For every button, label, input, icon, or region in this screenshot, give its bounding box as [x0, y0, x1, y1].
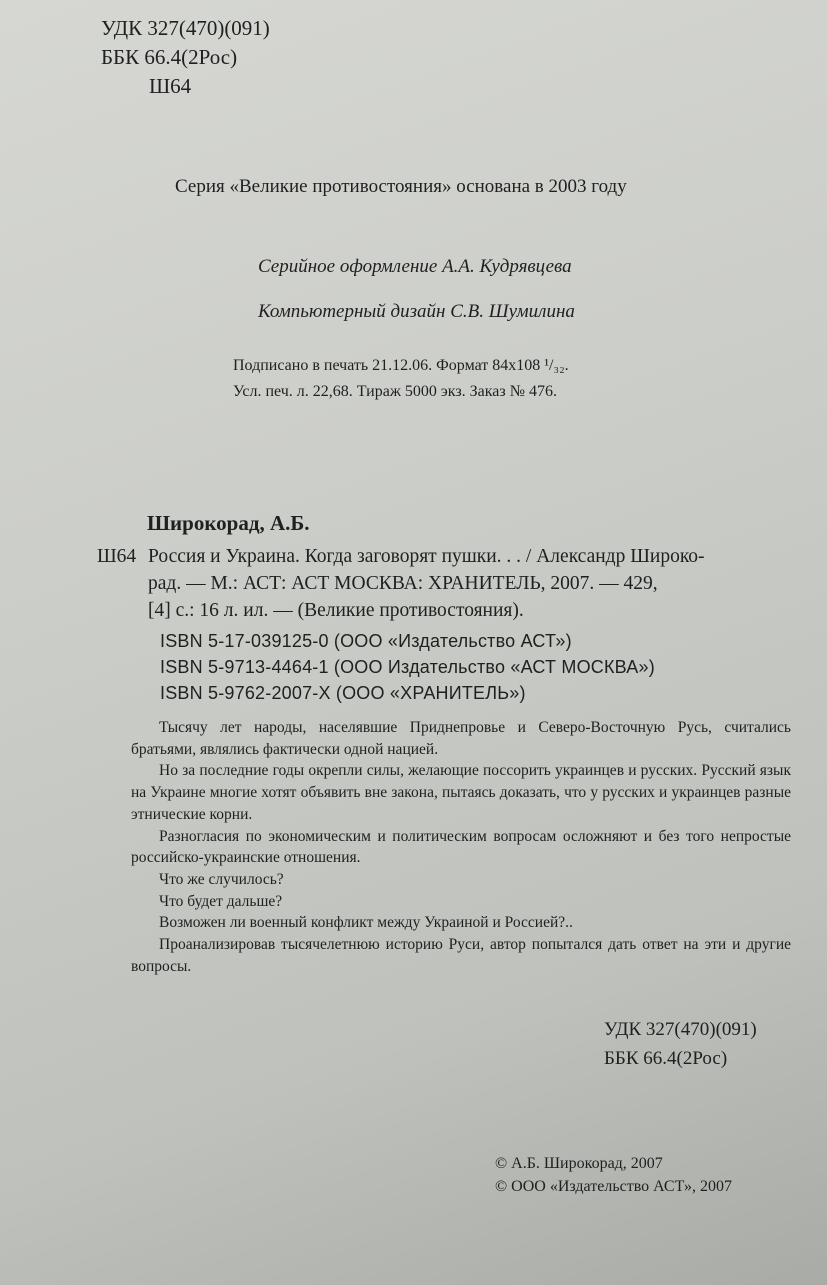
- bib-line: Россия и Украина. Когда заговорят пушки. . . / Александр Широко-: [148, 546, 705, 567]
- annotation-paragraph: Тысячу лет народы, населявшие Приднепровье и Северо-Восточную Русь, считались братьями, являлись фактически одной нацией.: [131, 719, 791, 758]
- bib-index: Ш64: [97, 546, 137, 567]
- bbk-code: ББК 66.4(2Рос): [101, 45, 238, 69]
- print-info-line: Подписано в печать 21.12.06. Формат 84х108 ¹/₃₂.: [233, 357, 569, 374]
- annotation-paragraph: Разногласия по экономическим и политическим вопросам осложняют и без того непростые российско-украинские отношения.: [131, 827, 791, 867]
- author-sign: Ш64: [149, 74, 192, 98]
- annotation-paragraph: Но за последние годы окрепли силы, желающие поссорить украинцев и русских. Русский язык на Украине многие хотят объявить вне закона, пытаясь доказать, что у русских и украинцев разные этнические корни.: [131, 762, 791, 823]
- annotation-paragraph: Что будет дальше?: [159, 892, 283, 910]
- copyright-line: © ООО «Издательство АСТ», 2007: [495, 1178, 732, 1195]
- udk-code: УДК 327(470)(091): [604, 1019, 757, 1040]
- isbn-line: ISBN 5-17-039125-0 (ООО «Издательство АСТ»): [160, 631, 572, 651]
- annotation-paragraph: Возможен ли военный конфликт между Украиной и Россией?..: [159, 914, 573, 932]
- bib-description: [97, 543, 777, 624]
- annotation-paragraph: Проанализировав тысячелетнюю историю Руси, автор попытался дать ответ на эти и другие вопросы.: [131, 936, 791, 975]
- annotation: [131, 717, 791, 977]
- header-classification-codes: [101, 14, 270, 101]
- bbk-code: ББК 66.4(2Рос): [604, 1048, 728, 1069]
- footer-classification-codes: [604, 1015, 757, 1073]
- copyright-block: [495, 1152, 732, 1198]
- isbn-list: [160, 628, 655, 706]
- series-line: Серия «Великие противостояния» основана в 2003 году: [175, 176, 627, 197]
- copyright-line: © А.Б. Широкорад, 2007: [495, 1155, 663, 1172]
- udk-code: УДК 327(470)(091): [101, 16, 270, 40]
- bib-author: Широкорад, А.Б.: [147, 511, 310, 535]
- bib-line: рад. — М.: АСТ: АСТ МОСКВА: ХРАНИТЕЛЬ, 2007. — 429,: [148, 573, 658, 594]
- isbn-line: ISBN 5-9713-4464-1 (ООО Издательство «АСТ МОСКВА»): [160, 657, 655, 677]
- annotation-paragraph: Что же случилось?: [159, 870, 284, 888]
- bib-line: [4] с.: 16 л. ил. — (Великие противостояния).: [148, 600, 524, 621]
- isbn-line: ISBN 5-9762-2007-Х (ООО «ХРАНИТЕЛЬ»): [160, 683, 526, 703]
- print-info-line: Усл. печ. л. 22,68. Тираж 5000 экз. Заказ № 476.: [233, 383, 557, 400]
- print-info: [233, 353, 569, 405]
- series-design-credit: Серийное оформление А.А. Кудрявцева: [258, 256, 572, 277]
- computer-design-credit: Компьютерный дизайн С.В. Шумилина: [258, 301, 575, 322]
